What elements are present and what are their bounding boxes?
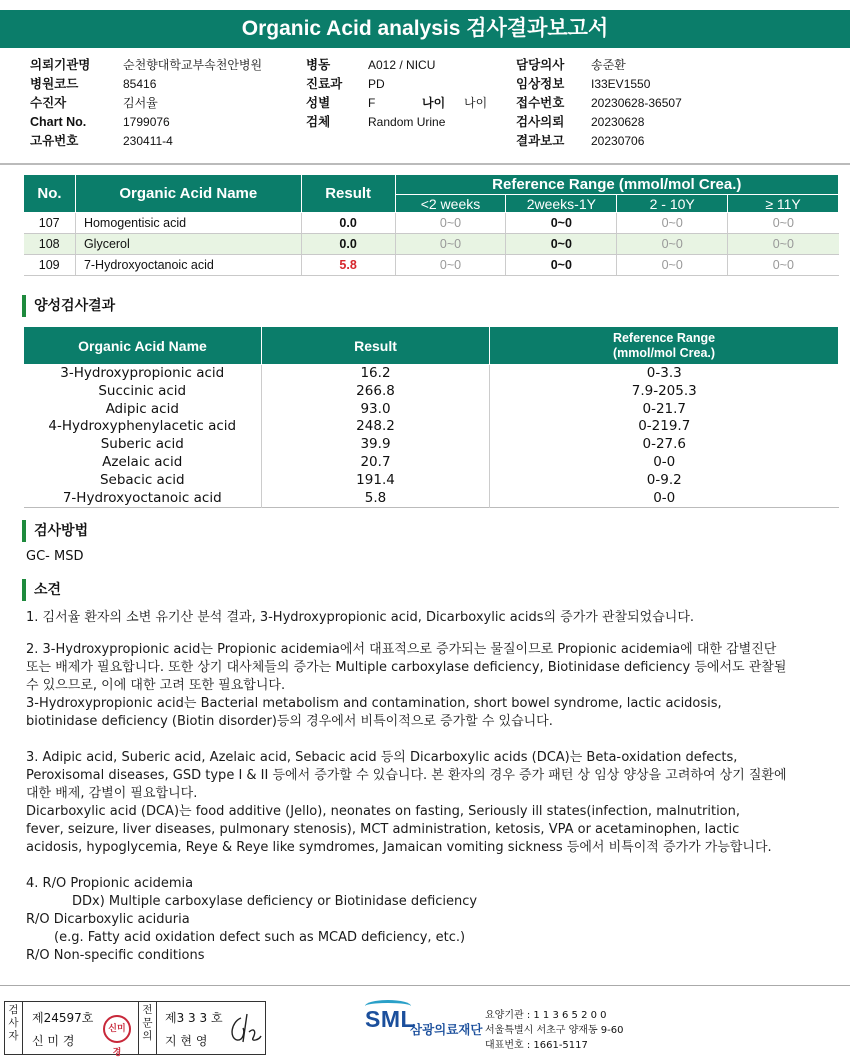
table-row	[24, 418, 839, 436]
cell-name: Glycerol	[75, 234, 301, 255]
opinion-line: fever, seizure, liver diseases, pulmonary stenosis), MCT administration, ketosis, VPA or acetaminophen, lactic	[26, 822, 740, 837]
cell-range: 0-3.3	[646, 365, 682, 381]
table-row	[24, 436, 839, 454]
reporter-name: 지 현 영	[165, 1034, 208, 1048]
info-value: 1799076	[123, 115, 170, 129]
info-label: 진료과	[306, 77, 343, 91]
reference-header-line1: Reference Range	[612, 330, 716, 345]
table-row	[24, 472, 839, 490]
cell-range: 0~0	[395, 213, 506, 234]
opinion-paragraph-3	[26, 749, 841, 857]
opinion-line: 3-Hydroxypropionic acid는 Bacterial metabolism and contamination, short bowel syndrome, lactic acidosis,	[26, 696, 722, 711]
logo-org-name: 삼광의료재단	[410, 1022, 483, 1037]
table-row	[24, 401, 839, 419]
cell-name: 3-Hydroxypropionic acid	[24, 365, 262, 383]
address-line: 요양기관 : 1 1 3 6 5 2 0 0	[485, 1010, 607, 1021]
cell-range: 0-27.6	[642, 436, 687, 453]
opinion-line: 4. R/O Propionic acidemia	[26, 876, 194, 891]
signature-mark	[227, 1012, 263, 1046]
info-value: 순천향대학교부속천안병원	[123, 58, 263, 72]
cell-range: 7.9-205.3	[631, 382, 697, 399]
opinion-line: DDx) Multiple carboxylase deficiency or Biotinidase deficiency	[72, 894, 478, 909]
cell-result: 266.8	[262, 383, 490, 401]
opinion-paragraph-1	[26, 609, 841, 627]
info-label: 검체	[306, 115, 331, 129]
info-label: 결과보고	[516, 134, 565, 148]
table-row	[24, 490, 839, 508]
tester-label-text: 검사자	[8, 1004, 19, 1042]
col-header-no: No.	[24, 175, 76, 213]
cell-result: 93.0	[262, 401, 490, 419]
sub-header: <2 weeks	[395, 195, 506, 213]
section-title-positive: 양성검사결과	[22, 295, 115, 317]
col-header-result: Result	[301, 175, 395, 213]
info-label: 접수번호	[516, 96, 565, 110]
footer-divider	[0, 985, 850, 986]
col-header-name: Organic Acid Name	[75, 175, 301, 213]
cell-result: 191.4	[262, 472, 490, 490]
sub-header: 2 - 10Y	[617, 195, 728, 213]
opinion-line: R/O Dicarboxylic aciduria	[26, 912, 190, 927]
sub-header: ≥ 11Y	[728, 195, 839, 213]
info-value: I33EV1550	[591, 77, 651, 91]
tester-seal-stamp: 신미경	[103, 1015, 131, 1043]
opinion-line: acidosis, hypoglycemia, Reye & Reye like symdromes, Jamaican vomiting sickness 등에서 비특이적 증가가 가능합니다.	[26, 840, 772, 855]
cell-range: 0~0	[506, 213, 617, 234]
col-header-reference: Reference Range (mmol/mol Crea.)	[395, 175, 838, 195]
info-value: 85416	[123, 77, 157, 91]
cell-name: Homogentisic acid	[75, 213, 301, 234]
reporter-license-no: 제3 3 3 호	[165, 1011, 223, 1025]
selected-results-table	[23, 174, 839, 276]
cell-range: 0~0	[506, 255, 617, 276]
col-header-reference	[490, 327, 839, 365]
info-value: PD	[368, 77, 385, 91]
cell-result: 5.8	[262, 490, 490, 508]
cell-range: 0~0	[617, 234, 728, 255]
info-value: 송준환	[591, 58, 626, 72]
age-label: 나이	[422, 96, 446, 110]
info-column-doctor	[516, 56, 682, 151]
cell-range: 0-0	[653, 489, 676, 506]
info-column-hospital	[30, 56, 262, 151]
opinion-line: 1. 김서율 환자의 소변 유기산 분석 결과, 3-Hydroxypropionic acid, Dicarboxylic acids의 증가가 관찰되었습니다.	[26, 610, 695, 625]
section-title-opinion: 소견	[22, 579, 61, 601]
info-label: 성별	[306, 96, 331, 110]
opinion-line: (e.g. Fatty acid oxidation defect such as MCAD deficiency, etc.)	[54, 930, 466, 945]
logo-arc	[365, 1000, 411, 1012]
info-label: 담당의사	[516, 58, 565, 72]
info-label: 병원코드	[30, 77, 79, 91]
logo-text: SML	[365, 1006, 416, 1032]
cell-no: 107	[24, 213, 76, 234]
table-row	[24, 454, 839, 472]
tester-label	[5, 1002, 23, 1054]
cell-range: 0-9.2	[646, 471, 682, 488]
institution-address	[485, 1008, 624, 1053]
sml-logo	[365, 1006, 483, 1037]
info-label: 의뢰기관명	[30, 58, 91, 72]
opinion-line: R/O Non-specific conditions	[26, 948, 205, 963]
table-row	[24, 255, 839, 276]
cell-range: 0-0	[653, 453, 676, 470]
cell-name: 4-Hydroxyphenylacetic acid	[24, 418, 262, 436]
address-line: 대표번호 : 1661-5117	[485, 1040, 588, 1051]
opinion-line: 2. 3-Hydroxypropionic acid는 Propionic acidemia에서 대표적으로 증가되는 물질이므로 Propionic acidemia에 대한 감별진단	[26, 642, 777, 657]
cell-result: 20.7	[262, 454, 490, 472]
info-value: 230411-4	[123, 134, 173, 148]
cell-name: Adipic acid	[24, 401, 262, 419]
opinion-line: 대한 배제, 감별이 필요합니다.	[26, 786, 198, 801]
opinion-line: Peroxisomal diseases, GSD type I & II 등에서 증가할 수 있습니다. 본 환자의 경우 증가 패턴 상 임상 양상을 고려하여 상기 질환에	[26, 768, 787, 783]
age-value: 나이	[464, 96, 488, 110]
info-value: F	[368, 96, 376, 110]
cell-range: 0~0	[728, 255, 839, 276]
cell-name: 7-Hydroxyoctanoic acid	[75, 255, 301, 276]
header-divider	[0, 163, 850, 165]
info-label: 고유번호	[30, 134, 79, 148]
table-row	[24, 213, 839, 234]
info-value: 20230628	[591, 115, 645, 129]
info-value: Random Urine	[368, 115, 446, 129]
opinion-paragraph-4	[26, 875, 841, 965]
cell-range: 0~0	[617, 213, 728, 234]
cell-range: 0~0	[395, 234, 506, 255]
signature-box	[4, 1001, 266, 1058]
table-row	[24, 234, 839, 255]
opinion-line: 또는 배제가 필요합니다. 또한 상기 대사체들의 증가는 Multiple carboxylase deficiency, Biotinidase deficiency 등에서도 관찰될	[26, 660, 787, 675]
opinion-line: 3. Adipic acid, Suberic acid, Azelaic acid, Sebacic acid 등의 Dicarboxylic acids (DCA)는 Beta-oxidation defects,	[26, 750, 738, 765]
info-label: 병동	[306, 58, 331, 72]
info-label: 수진자	[30, 96, 67, 110]
table-row	[24, 383, 839, 401]
cell-name: Sebacic acid	[24, 472, 262, 490]
report-title: Organic Acid analysis 검사결과보고서	[0, 10, 850, 48]
cell-range: 0-21.7	[642, 400, 687, 417]
cell-range: 0~0	[728, 213, 839, 234]
info-label: 검사의뢰	[516, 115, 565, 129]
info-label: 임상정보	[516, 77, 565, 91]
cell-range: 0~0	[617, 255, 728, 276]
info-value: A012 / NICU	[368, 58, 436, 72]
cell-range: 0~0	[728, 234, 839, 255]
reference-header-line2: (mmol/mol Crea.)	[612, 345, 716, 360]
opinion-line: biotinidase deficiency (Biotin disorder)등의 경우에서 비특이적으로 증가할 수 있습니다.	[26, 714, 553, 729]
reporter-label-text: 전문의	[142, 1004, 153, 1042]
cell-range: 0-219.7	[638, 418, 691, 435]
cell-name: 7-Hydroxyoctanoic acid	[24, 490, 262, 508]
cell-no: 109	[24, 255, 76, 276]
cell-result: 0.0	[301, 213, 395, 234]
cell-result-flagged: 5.8	[301, 255, 395, 276]
info-value: 20230628-36507	[591, 96, 682, 110]
method-text: GC- MSD	[26, 549, 84, 564]
address-line: 서울특별시 서초구 양재동 9-60	[485, 1025, 624, 1036]
info-column-ward	[306, 56, 488, 132]
tester-name: 신 미 경	[32, 1034, 75, 1048]
cell-result: 16.2	[262, 365, 490, 383]
cell-no: 108	[24, 234, 76, 255]
col-header-name: Organic Acid Name	[24, 327, 262, 365]
opinion-line: 수 있으므로, 이에 대한 고려 또한 필요합니다.	[26, 678, 286, 693]
cell-name: Azelaic acid	[24, 454, 262, 472]
col-header-result: Result	[262, 327, 490, 365]
cell-name: Suberic acid	[24, 436, 262, 454]
cell-name: Succinic acid	[24, 383, 262, 401]
tester-license-no: 제24597호	[32, 1011, 94, 1025]
section-title-method: 검사방법	[22, 520, 88, 542]
opinion-paragraph-2	[26, 641, 841, 731]
info-value: 김서율	[123, 96, 158, 110]
cell-result: 248.2	[262, 418, 490, 436]
cell-range: 0~0	[506, 234, 617, 255]
opinion-line: Dicarboxylic acid (DCA)는 food additive (Jello), neonates on fasting, Seriously ill states(infection, malnutrition,	[26, 804, 741, 819]
cell-result: 39.9	[262, 436, 490, 454]
info-label: Chart No.	[30, 115, 87, 129]
table-row	[24, 365, 839, 383]
info-value: 20230706	[591, 134, 645, 148]
sub-header: 2weeks-1Y	[506, 195, 617, 213]
reporter-label	[139, 1002, 157, 1054]
positive-results-table	[23, 326, 839, 508]
cell-range: 0~0	[395, 255, 506, 276]
cell-result: 0.0	[301, 234, 395, 255]
